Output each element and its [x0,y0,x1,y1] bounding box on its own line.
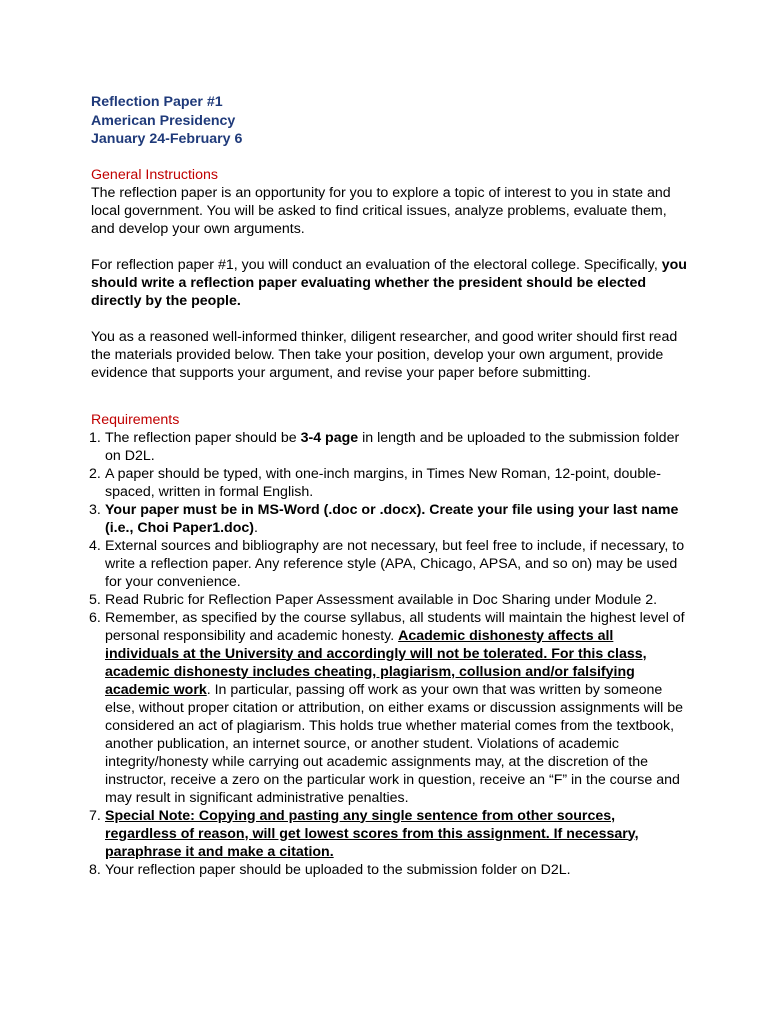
assignment-prompt: you should write a reflection paper evaluating whether the president should be elected directly by the people. [91,256,687,309]
general-instructions-heading: General Instructions [91,166,218,183]
assignment-paragraph [91,256,688,310]
item-text: . [254,519,258,536]
item-text: Remember, as specified by the course syllabus, all students will maintain the highest level of personal responsibility and academic honesty. [105,609,685,644]
requirements-list [91,429,688,879]
item-number: 5. [89,591,101,608]
date-range: January 24-February 6 [91,131,243,147]
item-number: 4. [89,537,101,554]
item-number: 8. [89,861,101,878]
item-number: 3. [89,501,101,518]
item-number: 6. [89,609,101,626]
course-name: American Presidency [91,112,236,129]
requirement-item [91,807,688,861]
dishonesty-warning: Academic dishonesty affects all individuals at the University and accordingly will not be tolerated. For this class, academic dishonesty includes cheating, plagiarism, collusion and/or falsifying academic work [105,627,647,698]
requirement-item [91,861,688,879]
requirement-item [91,465,688,501]
item-text: Your reflection paper should be uploaded to the submission folder on D2L. [105,861,571,878]
special-note: Special Note: Copying and pasting any single sentence from other sources, regardless of reason, will get lowest scores from this assignment. If necessary, paraphrase it and make a citation. [105,807,639,860]
item-number: 2. [89,465,101,482]
requirement-item [91,501,688,537]
document-title: Reflection Paper #1 [91,94,223,110]
item-text: Your paper must be in MS-Word (.doc or .docx). Create your file using your last name (i.e., Choi Paper1.doc) [105,501,679,536]
assignment-text: For reflection paper #1, you will conduct an evaluation of the electoral college. Specifically, [91,256,662,273]
requirement-item [91,537,688,591]
item-text: Read Rubric for Reflection Paper Assessment available in Doc Sharing under Module 2. [105,591,658,608]
requirement-item [91,591,688,609]
item-text: A paper should be typed, with one-inch margins, in Times New Roman, 12-point, double-spaced, written in formal English. [105,465,661,500]
item-number: 7. [89,807,101,824]
item-number: 1. [89,429,101,446]
requirement-item [91,609,688,807]
item-text: The reflection paper should be [105,429,301,446]
item-text: in length and be uploaded to the submission folder on D2L. [105,429,680,464]
intro-paragraph: The reflection paper is an opportunity for you to explore a topic of interest to you in state and local government. You will be asked to find critical issues, analyze problems, evaluate them, and develop your own arguments. [91,184,671,237]
item-text: External sources and bibliography are not necessary, but feel free to include, if necessary, to write a reflection paper. Any reference style (APA, Chicago, APSA, and so on) may be used for your convenience. [105,537,685,590]
requirement-item [91,429,688,465]
expectations-paragraph: You as a reasoned well-informed thinker, diligent researcher, and good writer should first read the materials provided below. Then take your position, develop your own argument, provide evidence that supports your argument, and revise your paper before submitting. [91,328,678,381]
requirements-heading: Requirements [91,411,180,428]
item-text: . In particular, passing off work as your own that was written by someone else, without proper citation or attribution, on either exams or discussion assignments will be considered an act of plagiarism. This holds true whether material comes from the textbook, another publication, an internet source, or another student. Violations of academic integrity/honesty while carrying out academic assignments may, at the discretion of the instructor, receive a zero on the particular work in question, receive an “F” in the course and may result in significant administrative penalties. [105,681,684,806]
page-length: 3-4 page [300,429,359,446]
